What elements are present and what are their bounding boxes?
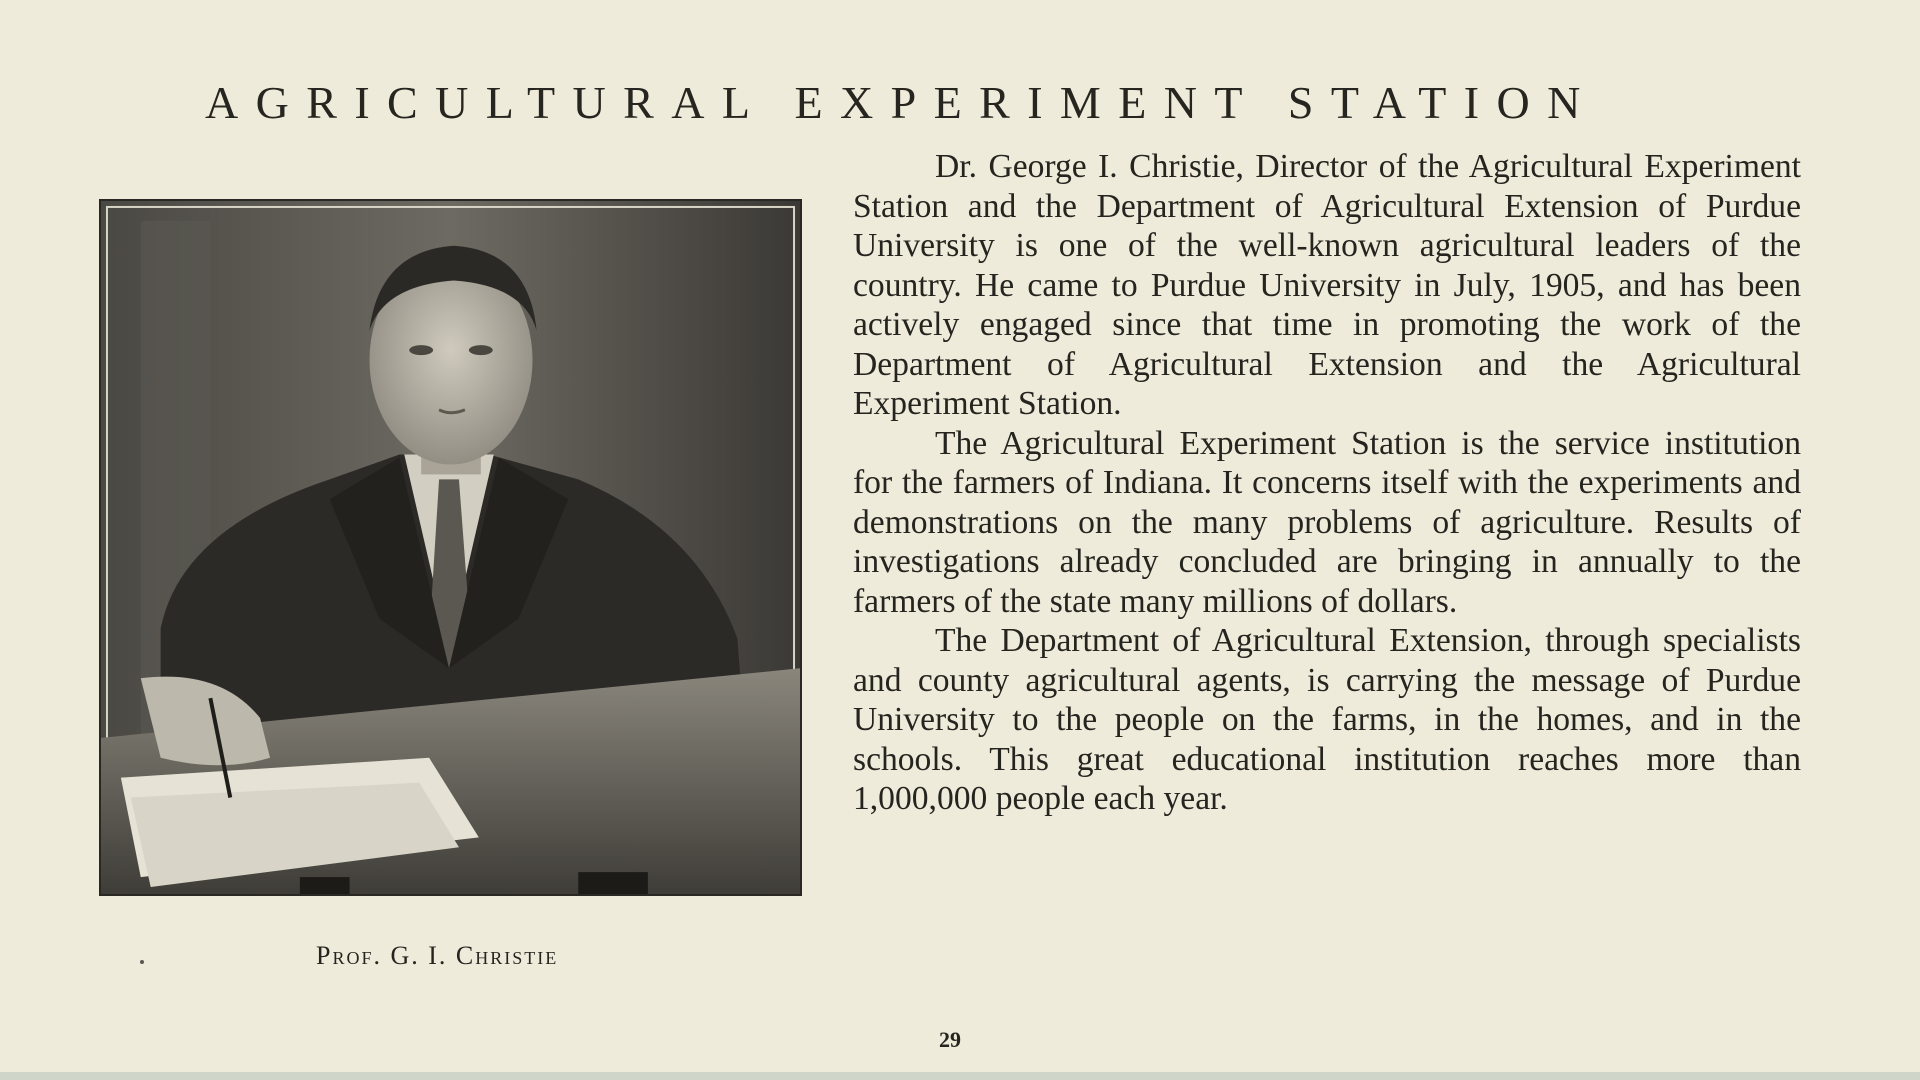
paragraph-director: Dr. George I. Christie, Director of the Agricultural Experiment Station and the Department of Agricultural Extension of Purdue University is one of the well-known agricultural leaders of the country. He came to Purdue University in July, 1905, and has been actively engaged since that time in promoting the work of the Department of Agricultural Extension and the Agricultural Experiment Station. — [853, 148, 1801, 422]
portrait-photo — [99, 199, 802, 896]
photo-caption: Prof. G. I. Christie — [316, 941, 559, 970]
paragraph-extension: The Department of Agricultural Extension, through specialists and county agricultural agents, is carrying the message of Purdue University to the people on the farms, in the homes, and in the schools. This great educational institution reaches more than 1,000,000 people each year. — [853, 622, 1801, 817]
portrait-illustration — [101, 201, 800, 894]
paragraph-experiment-station: The Agricultural Experiment Station is the service institution for the farmers of Indiana. It concerns itself with the experiments and demonstrations on the many problems of agriculture. Results of investigations already concluded are bringing in annually to the farmers of the state many millions of dollars. — [853, 424, 1801, 620]
bottom-border — [0, 1072, 1920, 1080]
page-number: 29 — [939, 1027, 961, 1052]
article-body — [853, 147, 1801, 819]
page-title: AGRICULTURAL EXPERIMENT STATION — [205, 77, 1598, 128]
stray-mark — [140, 960, 144, 964]
